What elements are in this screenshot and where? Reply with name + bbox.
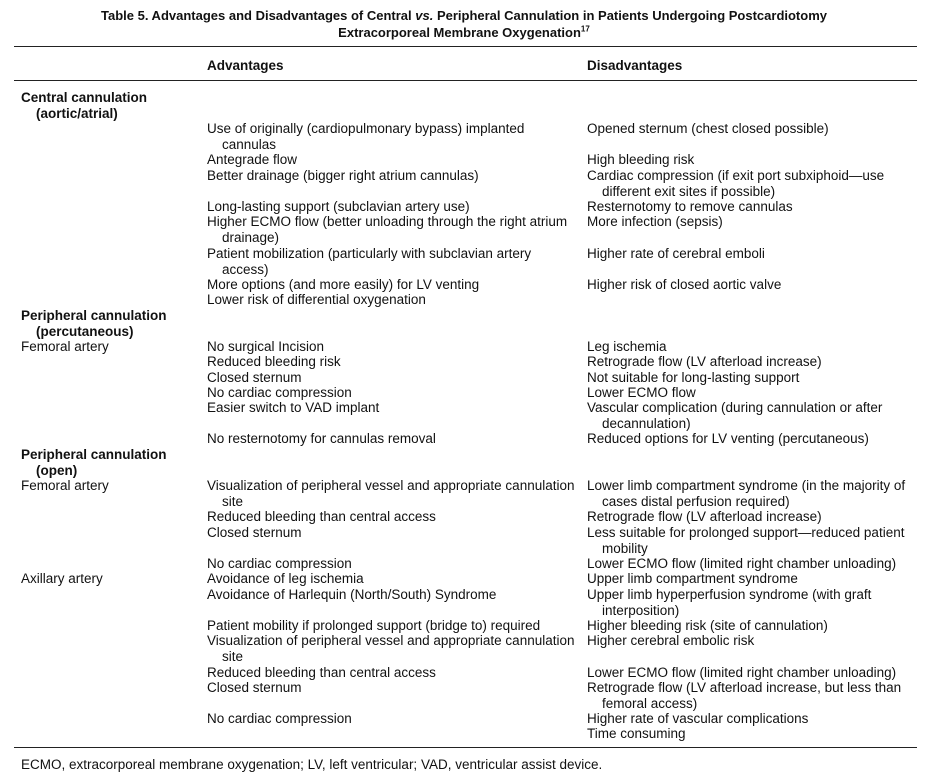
disadvantage-cell: More infection (sepsis) bbox=[587, 214, 723, 229]
advantage-cell: Long-lasting support (subclavian artery use) bbox=[207, 199, 470, 214]
advantage-cell: Better drainage (bigger right atrium cannulas) bbox=[207, 168, 479, 183]
section-heading: Peripheral cannulation (percutaneous) bbox=[21, 308, 167, 339]
row-label: Axillary artery bbox=[21, 571, 103, 586]
advantage-cell: Easier switch to VAD implant bbox=[207, 400, 380, 415]
disadvantage-cell: High bleeding risk bbox=[587, 152, 695, 167]
disadvantage-cell: Retrograde flow (LV afterload increase) bbox=[587, 509, 822, 524]
advantage-cell: No cardiac compression bbox=[207, 711, 352, 726]
advantage-cell: Visualization of peripheral vessel and appropriate cannulation site bbox=[207, 478, 575, 509]
advantage-cell: Avoidance of Harlequin (North/South) Syndrome bbox=[207, 587, 497, 602]
disadvantage-cell: Lower ECMO flow (limited right chamber unloading) bbox=[587, 556, 897, 571]
table-footnote: ECMO, extracorporeal membrane oxygenation; LV, left ventricular; VAD, ventricular assist device. bbox=[21, 757, 603, 772]
disadvantage-cell: Retrograde flow (LV afterload increase, but less than femoral access) bbox=[587, 680, 902, 711]
advantage-cell: Use of originally (cardiopulmonary bypass) implanted cannulas bbox=[207, 121, 525, 152]
advantage-cell: Higher ECMO flow (better unloading through the right atrium drainage) bbox=[207, 214, 568, 245]
advantage-cell: Reduced bleeding than central access bbox=[207, 509, 436, 524]
disadvantage-cell: Upper limb compartment syndrome bbox=[587, 571, 798, 586]
advantage-cell: Closed sternum bbox=[207, 370, 302, 385]
table-caption bbox=[0, 7, 928, 41]
disadvantage-cell: Not suitable for long-lasting support bbox=[587, 370, 800, 385]
disadvantage-cell: Reduced options for LV venting (percutaneous) bbox=[587, 431, 869, 446]
advantage-cell: Lower risk of differential oxygenation bbox=[207, 292, 426, 307]
header-disadvantages: Disadvantages bbox=[587, 58, 683, 73]
disadvantage-cell: Higher rate of vascular complications bbox=[587, 711, 809, 726]
disadvantage-cell: Less suitable for prolonged support—reduced patient mobility bbox=[587, 525, 905, 556]
disadvantage-cell: Retrograde flow (LV afterload increase) bbox=[587, 354, 822, 369]
bottom-rule bbox=[14, 747, 917, 748]
advantage-cell: No surgical Incision bbox=[207, 339, 325, 354]
disadvantage-cell: Higher risk of closed aortic valve bbox=[587, 277, 782, 292]
advantage-cell: No resternotomy for cannulas removal bbox=[207, 431, 436, 446]
disadvantage-cell: Leg ischemia bbox=[587, 339, 667, 354]
advantage-cell: Patient mobility if prolonged support (bridge to) required bbox=[207, 618, 541, 633]
top-rule bbox=[14, 46, 917, 47]
disadvantage-cell: Higher bleeding risk (site of cannulation) bbox=[587, 618, 828, 633]
advantage-cell: Closed sternum bbox=[207, 680, 302, 695]
header-advantages: Advantages bbox=[207, 58, 284, 73]
disadvantage-cell: Lower limb compartment syndrome (in the majority of cases distal perfusion required) bbox=[587, 478, 906, 509]
disadvantage-cell: Lower ECMO flow (limited right chamber unloading) bbox=[587, 665, 897, 680]
caption-line-2: Extracorporeal Membrane Oxygenation$^{17}$ bbox=[338, 24, 590, 40]
advantage-cell: Visualization of peripheral vessel and appropriate cannulation site bbox=[207, 633, 575, 664]
disadvantage-cell: Resternotomy to remove cannulas bbox=[587, 199, 793, 214]
disadvantage-cell: Higher rate of cerebral emboli bbox=[587, 246, 765, 261]
row-label: Femoral artery bbox=[21, 339, 109, 354]
header-rule bbox=[14, 80, 917, 81]
disadvantage-cell: Lower ECMO flow bbox=[587, 385, 696, 400]
disadvantage-cell: Opened sternum (chest closed possible) bbox=[587, 121, 829, 136]
advantage-cell: Avoidance of leg ischemia bbox=[207, 571, 364, 586]
advantage-cell: Closed sternum bbox=[207, 525, 302, 540]
disadvantage-cell: Time consuming bbox=[587, 726, 686, 741]
caption-line-1: Table 5. Advantages and Disadvantages of Central vs. Peripheral Cannulation in Patients Undergoing Postcardiotomy bbox=[100, 8, 827, 23]
section-heading: Central cannulation (aortic/atrial) bbox=[21, 90, 148, 121]
section-heading: Peripheral cannulation (open) bbox=[21, 447, 167, 478]
disadvantage-cell: Vascular complication (during cannulation or after decannulation) bbox=[587, 400, 883, 431]
advantage-cell: Antegrade flow bbox=[207, 152, 298, 167]
disadvantage-cell: Upper limb hyperperfusion syndrome (with graft interposition) bbox=[587, 587, 872, 618]
advantage-cell: Reduced bleeding risk bbox=[207, 354, 341, 369]
advantage-cell: No cardiac compression bbox=[207, 556, 352, 571]
disadvantage-cell: Higher cerebral embolic risk bbox=[587, 633, 755, 648]
advantage-cell: Patient mobilization (particularly with subclavian artery access) bbox=[207, 246, 532, 277]
row-label: Femoral artery bbox=[21, 478, 109, 493]
reference-superscript: 17 bbox=[580, 24, 590, 34]
advantage-cell: Reduced bleeding than central access bbox=[207, 665, 436, 680]
advantage-cell: More options (and more easily) for LV venting bbox=[207, 277, 480, 292]
disadvantage-cell: Cardiac compression (if exit port subxiphoid—use different exit sites if possible) bbox=[587, 168, 885, 199]
advantage-cell: No cardiac compression bbox=[207, 385, 352, 400]
